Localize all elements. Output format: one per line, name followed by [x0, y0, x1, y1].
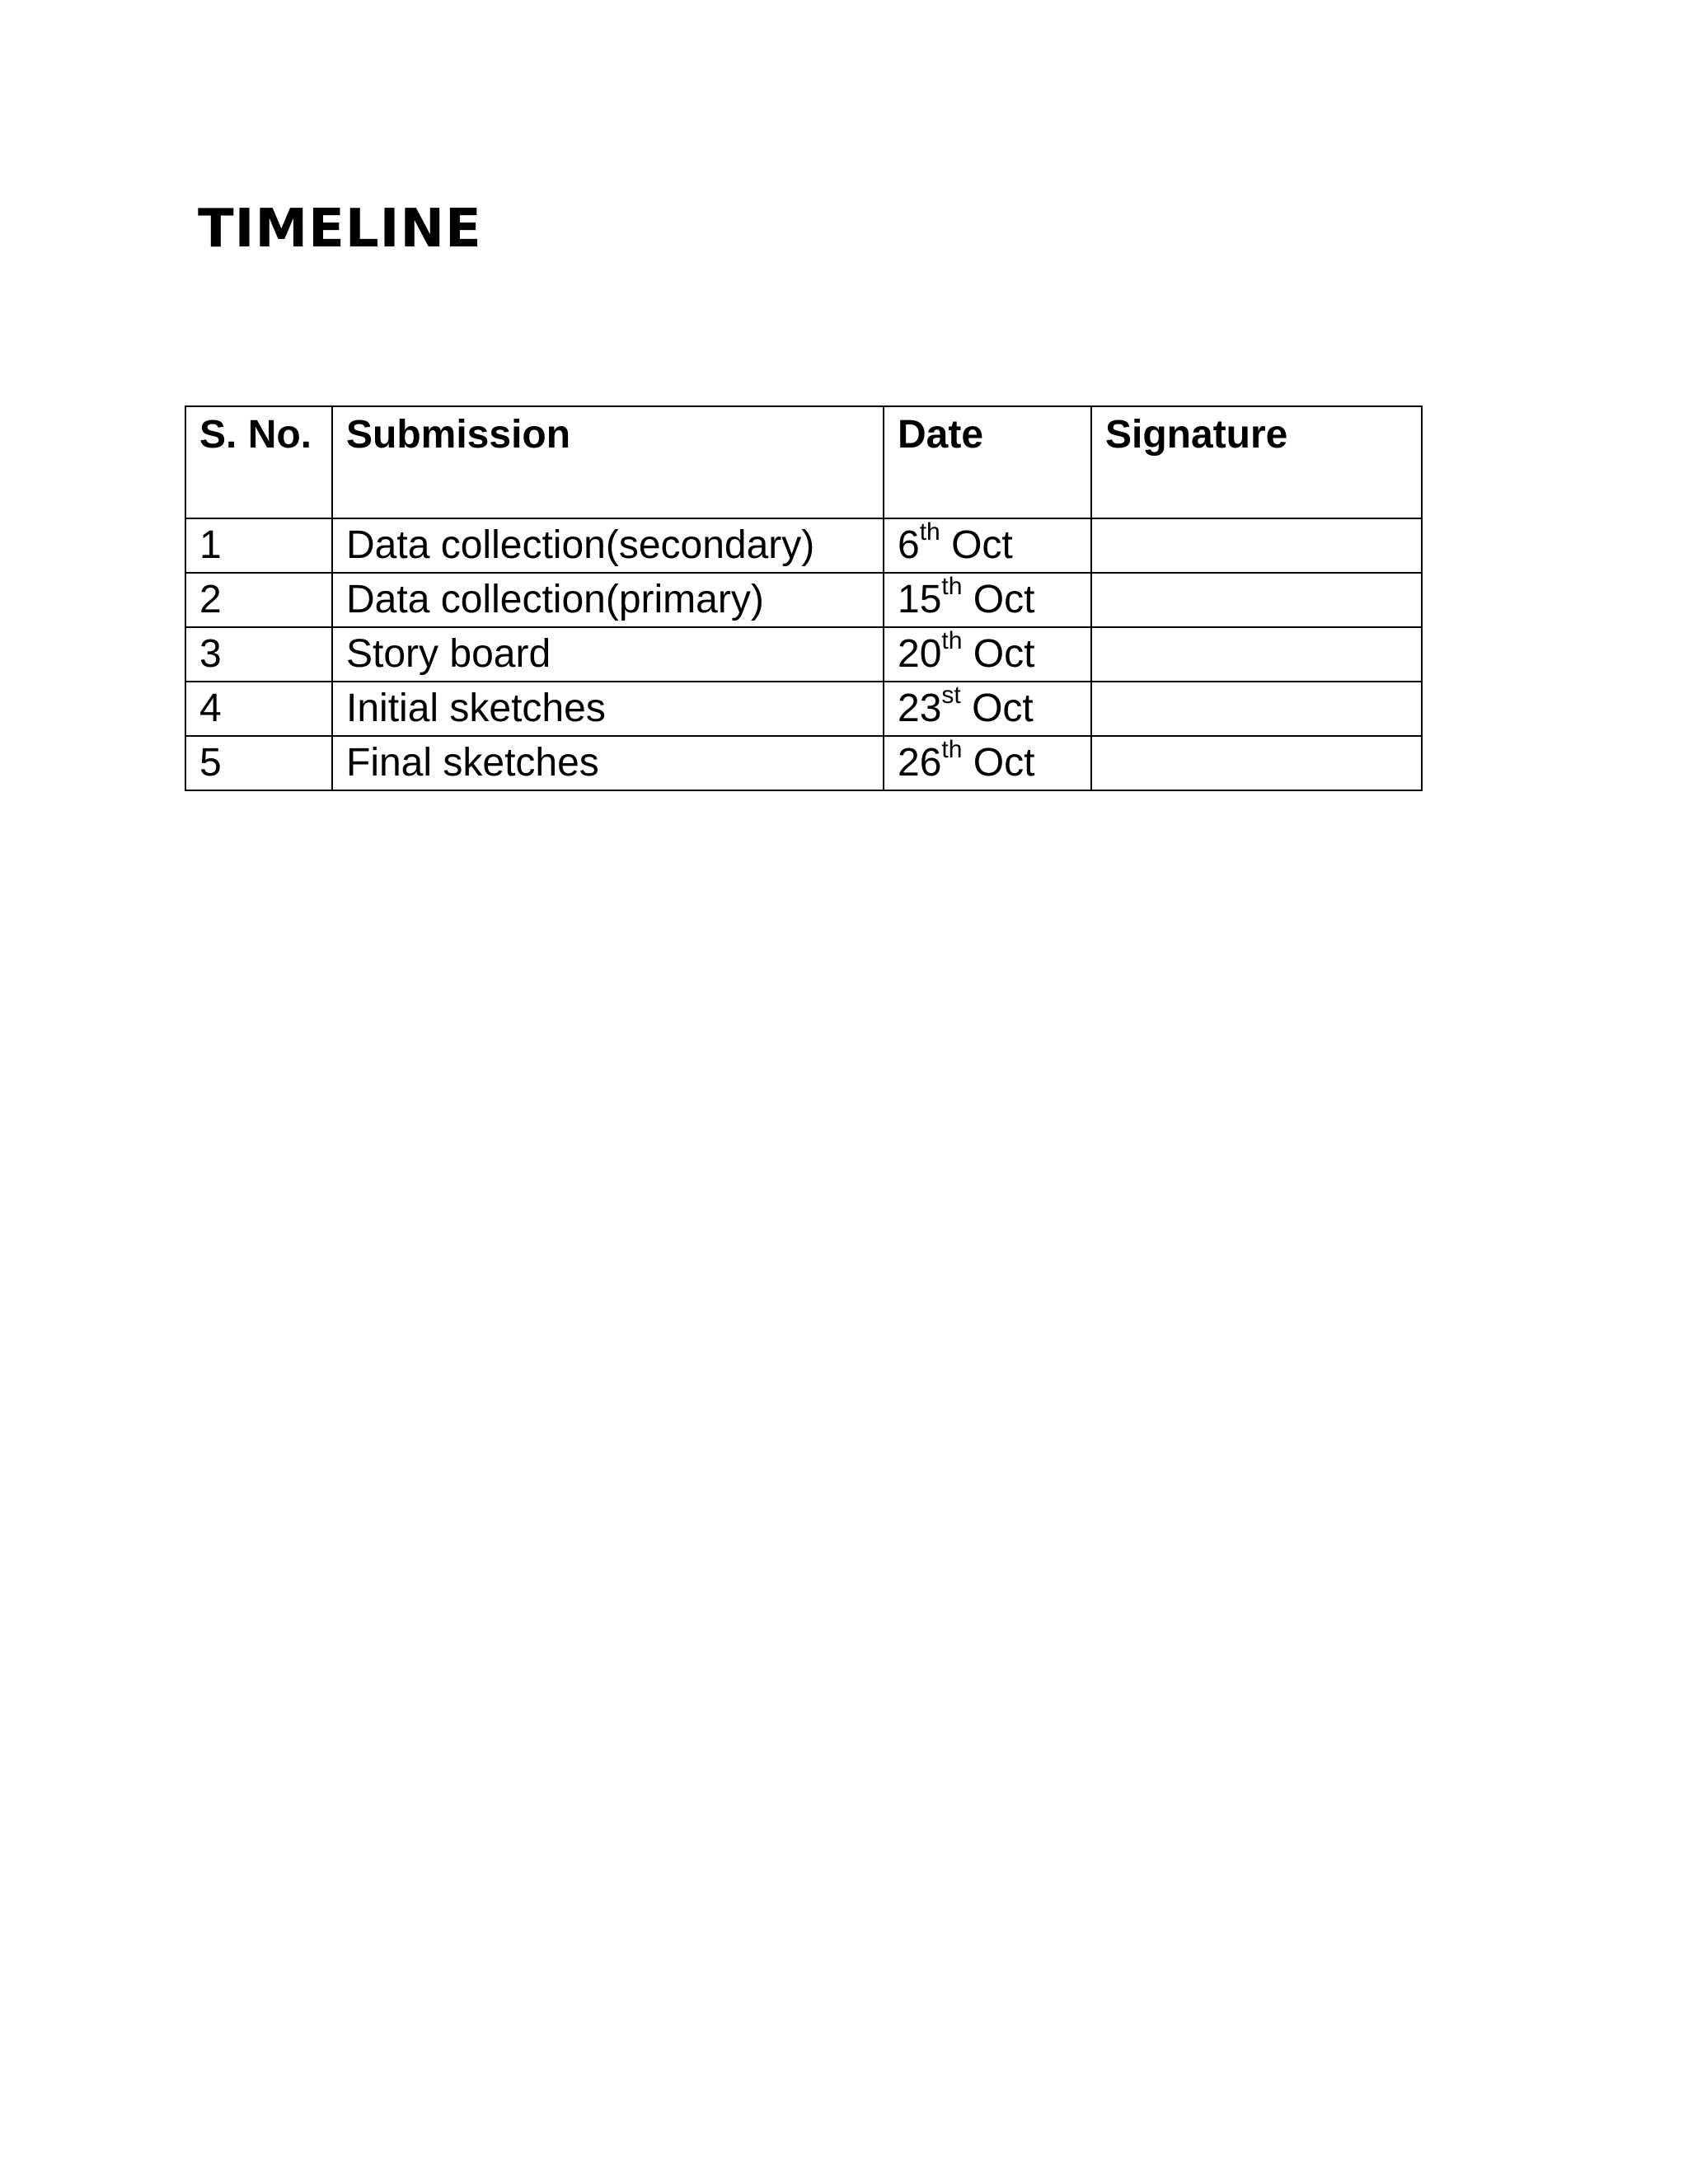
cell-signature — [1091, 573, 1422, 627]
header-date: Date — [884, 406, 1091, 518]
cell-submission: Final sketches — [332, 736, 884, 790]
cell-submission: Data collection(primary) — [332, 573, 884, 627]
date-suffix: th — [941, 573, 963, 600]
cell-signature — [1091, 518, 1422, 573]
table-row — [185, 573, 1422, 627]
date-day: 15 — [898, 578, 942, 621]
cell-date — [884, 573, 1091, 627]
date-month: Oct — [973, 632, 1035, 676]
date-month: Oct — [973, 578, 1035, 621]
cell-signature — [1091, 736, 1422, 790]
cell-date — [884, 518, 1091, 573]
timeline-table — [185, 405, 1423, 791]
date-day: 26 — [898, 741, 942, 785]
table-row — [185, 627, 1422, 682]
header-submission: Submission — [332, 406, 884, 518]
page-title: TIMELINE — [198, 199, 482, 260]
cell-signature — [1091, 682, 1422, 736]
cell-signature — [1091, 627, 1422, 682]
date-suffix: th — [941, 736, 963, 763]
cell-submission: Data collection(secondary) — [332, 518, 884, 573]
cell-sno: 2 — [185, 573, 332, 627]
header-signature: Signature — [1091, 406, 1422, 518]
cell-date — [884, 627, 1091, 682]
cell-submission: Initial sketches — [332, 682, 884, 736]
cell-sno: 4 — [185, 682, 332, 736]
date-suffix: th — [919, 518, 940, 546]
table-header-row — [185, 406, 1422, 518]
cell-sno: 1 — [185, 518, 332, 573]
cell-date — [884, 682, 1091, 736]
header-sno: S. No. — [185, 406, 332, 518]
date-month: Oct — [972, 687, 1034, 730]
cell-date — [884, 736, 1091, 790]
date-suffix: th — [941, 627, 963, 654]
cell-submission: Story board — [332, 627, 884, 682]
table-row — [185, 682, 1422, 736]
table-row — [185, 518, 1422, 573]
date-day: 23 — [898, 687, 942, 730]
date-suffix: st — [941, 682, 961, 709]
date-day: 20 — [898, 632, 942, 676]
date-day: 6 — [898, 523, 920, 567]
cell-sno: 5 — [185, 736, 332, 790]
cell-sno: 3 — [185, 627, 332, 682]
date-month: Oct — [951, 523, 1013, 567]
table-row — [185, 736, 1422, 790]
date-month: Oct — [973, 741, 1035, 785]
